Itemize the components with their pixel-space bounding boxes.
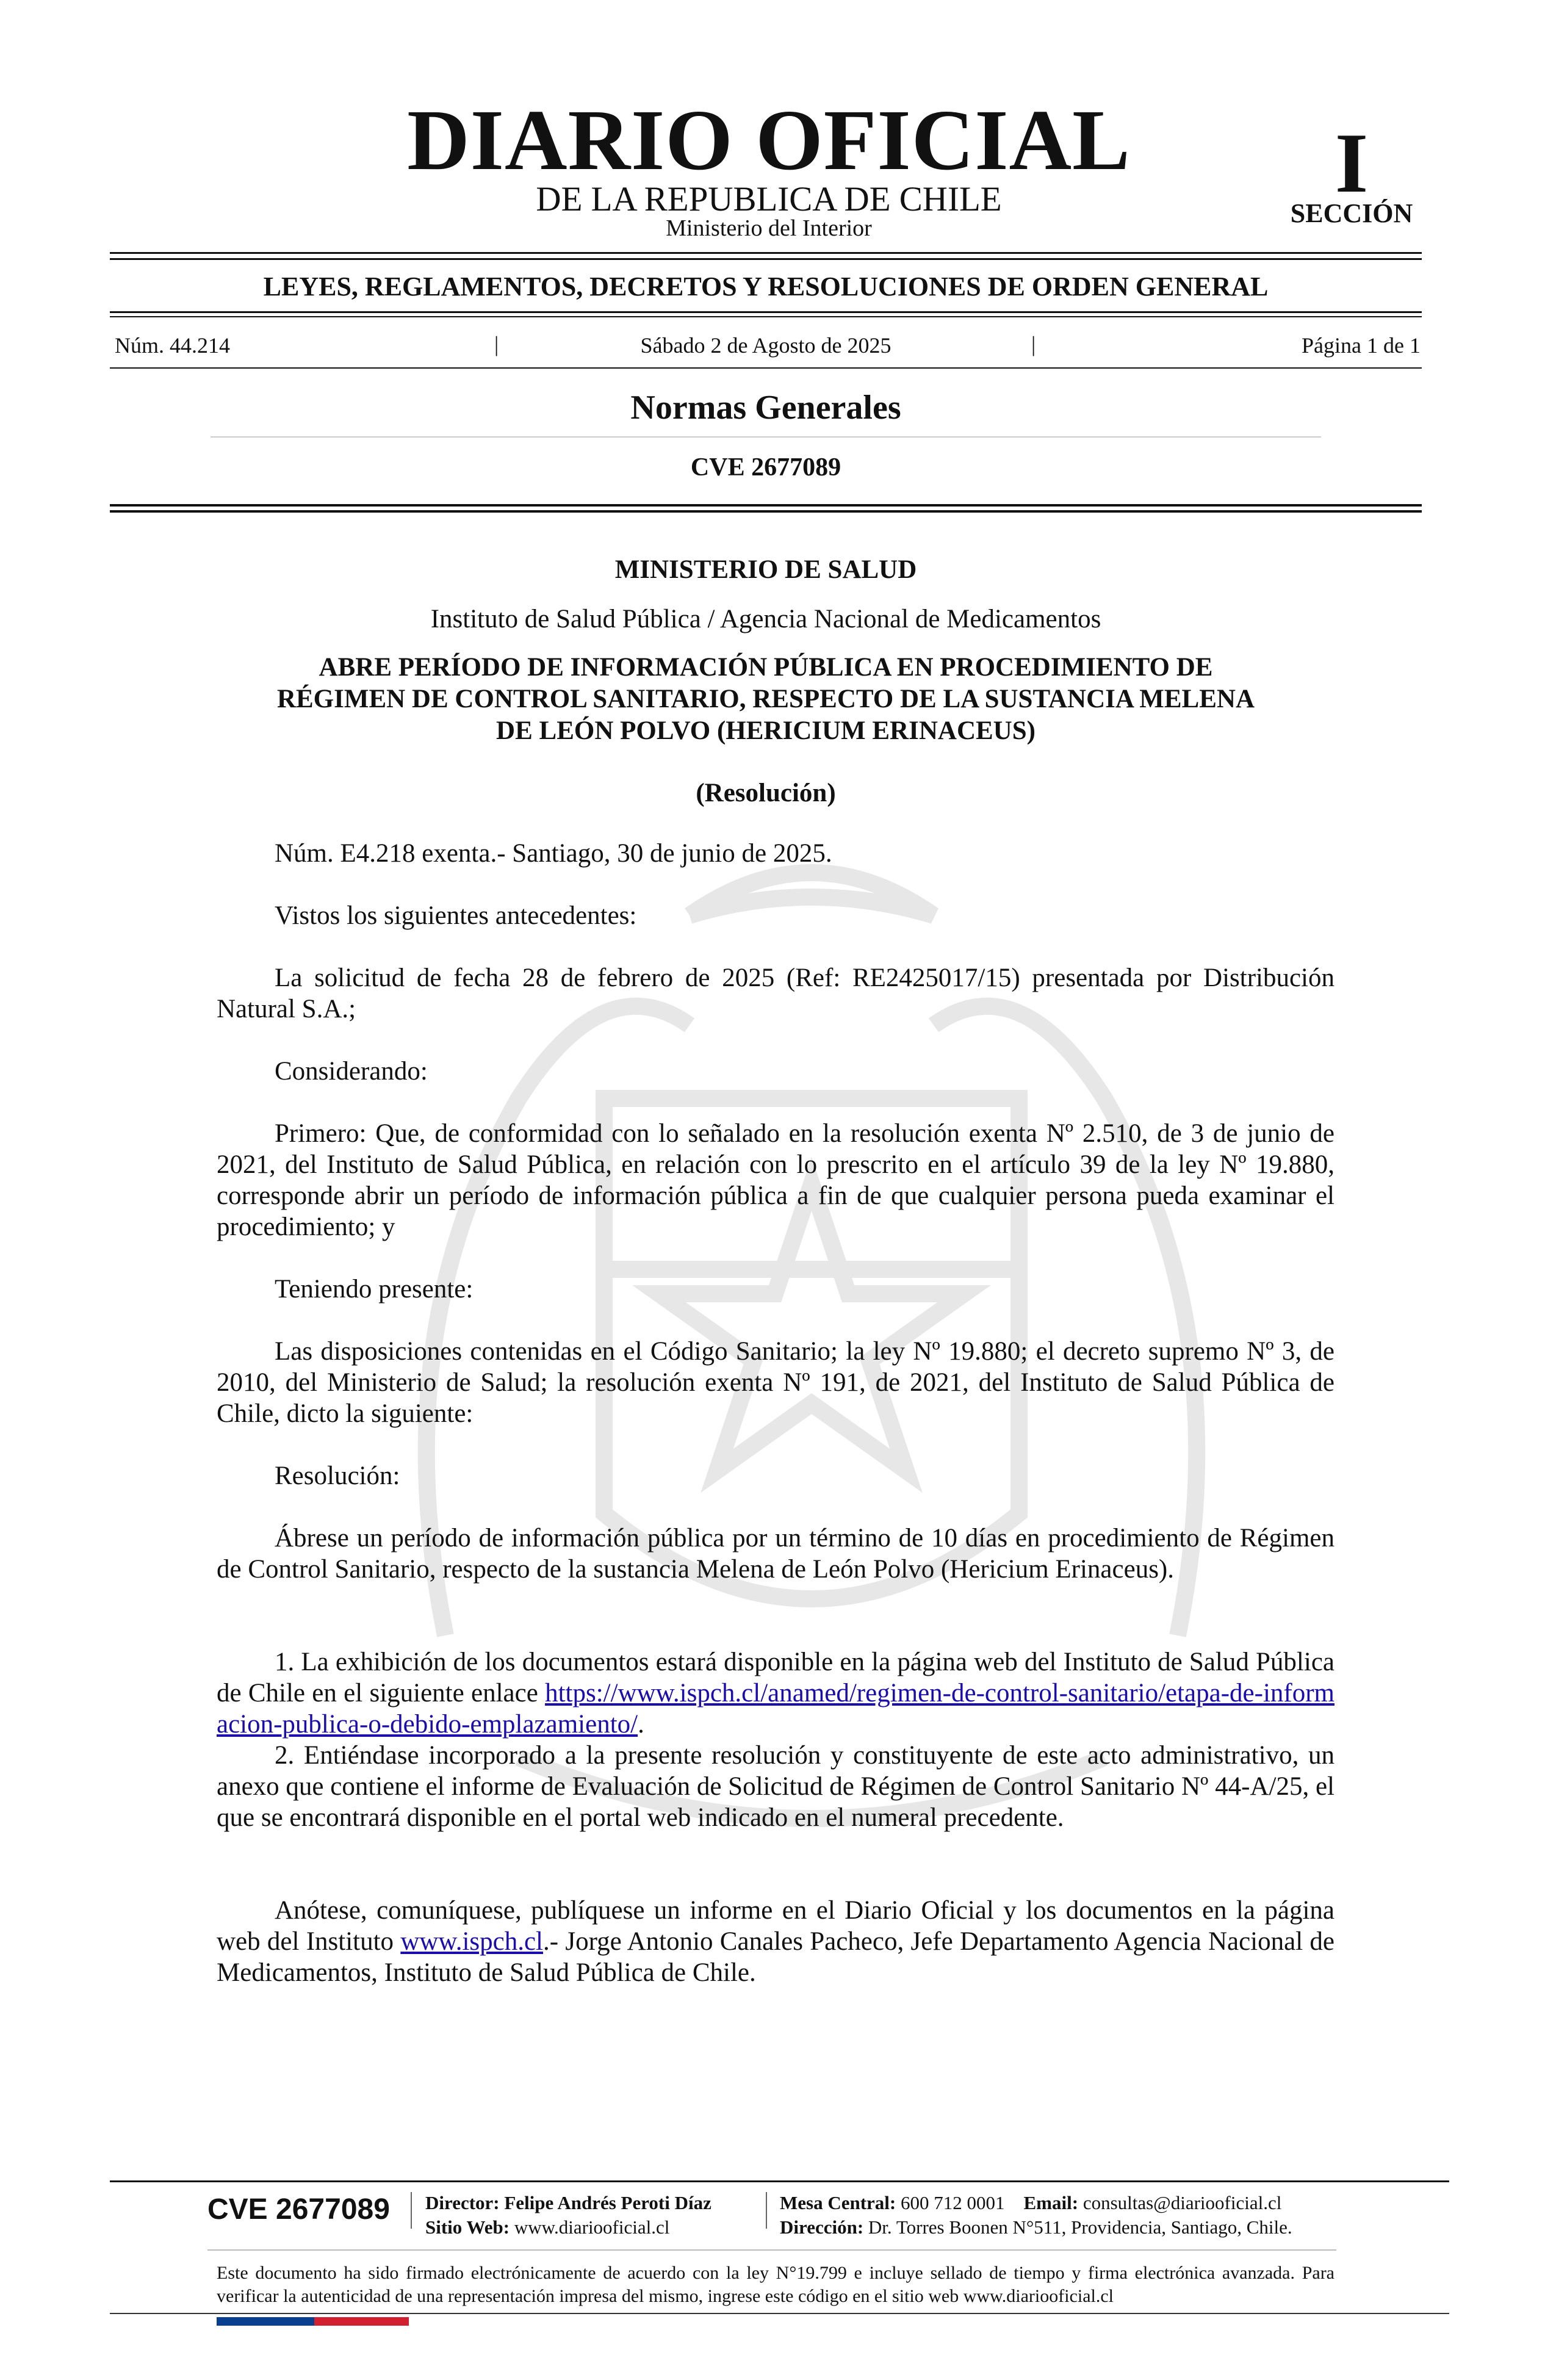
resolution-title-line: DE LEÓN POLVO (HERICIUM ERINACEUS)	[496, 716, 1036, 745]
closing-paragraph	[217, 1895, 1334, 1988]
document-ministry: MINISTERIO DE SALUD	[614, 555, 917, 584]
email-value[interactable]: consultas@diariooficial.cl	[1082, 2192, 1282, 2213]
primero-paragraph: Primero: Que, de conformidad con lo señalado en la resolución exenta Nº 2.510, de 3 de junio de 2021, del Instituto de Salud Pública, en relación con lo prescrito en el artículo 39 de la ley Nº 19.880, corresponde abrir un período de información pública a fin de que cualquier persona pueda examinar el procedimiento; y	[217, 1119, 1334, 1241]
footer-separator	[411, 2192, 412, 2229]
site-label: Sitio Web:	[425, 2216, 510, 2238]
section-number: I	[1334, 116, 1369, 211]
item-1-text: 1. La exhibición de los documentos estará disponible en la página web del Instituto de Salud Pública de Chile en el siguiente enlace	[217, 1648, 1334, 1707]
item-1-paragraph	[217, 1646, 1334, 1740]
mesa-label: Mesa Central:	[780, 2192, 896, 2213]
closing-text: Anótese, comuníquese, publíquese un informe en el Diario Oficial y los documentos en la página web del Instituto	[217, 1896, 1334, 1956]
section-title: Normas Generales	[630, 389, 901, 427]
masthead-title: DIARIO OFICIAL	[407, 92, 1131, 188]
footer-cve: CVE 2677089	[207, 2193, 390, 2226]
footer-site	[425, 2218, 669, 2237]
teniendo-heading: Teniendo presente:	[275, 1275, 474, 1304]
banner: LEYES, REGLAMENTOS, DECRETOS Y RESOLUCIONES DE ORDEN GENERAL	[263, 272, 1269, 301]
masthead-ministry: Ministerio del Interior	[666, 215, 872, 241]
issue-page: Página 1 de 1	[1302, 333, 1421, 358]
resolucion-heading: Resolución:	[275, 1462, 400, 1490]
director-name: Felipe Andrés Peroti Díaz	[504, 2192, 711, 2213]
resolution-title-line: RÉGIMEN DE CONTROL SANITARIO, RESPECTO DE LA SUSTANCIA MELENA	[276, 685, 1255, 713]
abrese-paragraph: Ábrese un período de información pública por un término de 10 días en procedimiento de Régimen de Control Sanitario, respecto de la sustancia Melena de León Polvo (Hericium Erinaceus).	[217, 1524, 1334, 1584]
email-label: Email:	[1023, 2192, 1079, 2213]
footer-rule-bottom	[110, 2313, 1449, 2314]
site-value[interactable]: www.diariooficial.cl	[514, 2216, 670, 2238]
issue-rule	[110, 367, 1422, 369]
banner-rule	[110, 311, 1422, 313]
footer-legal-notice: Este documento ha sido firmado electrónicamente de acuerdo con la ley N°19.799 e incluye sellado de tiempo y firma electrónica avanzada. Para verificar la autenticidad de una representación impresa del mismo, ingrese este código en el sitio web www.diariooficial.cl	[217, 2263, 1334, 2306]
ispch-anamed-link[interactable]: https://www.ispch.cl/anamed/regimen-de-control-sanitario/etapa-de-informacion-publica-o-debido-emplazamiento/	[217, 1679, 1334, 1739]
resolution-number: Núm. E4.218 exenta.- Santiago, 30 de junio de 2025.	[275, 839, 832, 868]
masthead-rule-top	[110, 252, 1422, 254]
footer-director	[425, 2193, 711, 2212]
issue-date: Sábado 2 de Agosto de 2025	[640, 333, 891, 358]
issue-separator: |	[494, 332, 499, 356]
footer-rule-mid	[207, 2249, 1336, 2251]
footer-mesa	[780, 2193, 1281, 2212]
address-label: Dirección:	[780, 2216, 864, 2238]
header-rule-bottom	[110, 504, 1422, 507]
masthead-subtitle: DE LA REPUBLICA DE CHILE	[536, 180, 1002, 218]
item-2-paragraph: 2. Entiéndase incorporado a la presente resolución y constituyente de este acto administrativo, un anexo que contiene el informe de Evaluación de Solicitud de Régimen de Control Sanitario Nº 44-A/25, el que se encontrará disponible en el portal web indicado en el numeral precedente.	[217, 1741, 1334, 1832]
considerando-heading: Considerando:	[275, 1057, 428, 1086]
footer-address	[780, 2218, 1292, 2237]
section-label: SECCIÓN	[1290, 198, 1413, 228]
ispch-link[interactable]: www.ispch.cl	[400, 1927, 543, 1956]
solicitud-paragraph: La solicitud de fecha 28 de febrero de 2025 (Ref: RE2425017/15) presentada por Distribución Natural S.A.;	[217, 964, 1334, 1023]
vistos-heading: Vistos los siguientes antecedentes:	[275, 901, 637, 930]
resolution-title-line: ABRE PERÍODO DE INFORMACIÓN PÚBLICA EN PROCEDIMIENTO DE	[319, 653, 1213, 682]
flag-stripe-red	[314, 2317, 409, 2326]
section-title-rule	[211, 436, 1321, 438]
mesa-value: 600 712 0001	[901, 2192, 1005, 2213]
item-1-end: .	[638, 1710, 644, 1739]
header-rule-bottom-inner	[110, 510, 1422, 513]
footer-separator	[766, 2192, 767, 2229]
issue-number: Núm. 44.214	[115, 333, 230, 358]
director-label: Director:	[425, 2192, 500, 2213]
flag-stripe-blue	[217, 2317, 314, 2326]
document-institute: Instituto de Salud Pública / Agencia Nacional de Medicamentos	[430, 605, 1101, 633]
closing-end: .- Jorge Antonio Canales Pacheco, Jefe Departamento Agencia Nacional de Medicamentos, Instituto de Salud Pública de Chile.	[217, 1927, 1334, 1987]
cve-code: CVE 2677089	[690, 453, 841, 481]
disposiciones-paragraph: Las disposiciones contenidas en el Código Sanitario; la ley Nº 19.880; el decreto supremo Nº 3, de 2010, del Ministerio de Salud; la resolución exenta Nº 191, de 2021, del Instituto de Salud Pública de Chile, dicto la siguiente:	[217, 1337, 1334, 1428]
issue-separator: |	[1031, 332, 1036, 356]
masthead-rule-top-inner	[110, 258, 1422, 260]
banner-rule-inner	[110, 316, 1422, 317]
address-value: Dr. Torres Boonen N°511, Providencia, Santiago, Chile.	[868, 2216, 1292, 2238]
resolution-title	[207, 652, 1324, 747]
footer-rule-top	[110, 2180, 1449, 2182]
document-type: (Resolución)	[696, 779, 836, 807]
